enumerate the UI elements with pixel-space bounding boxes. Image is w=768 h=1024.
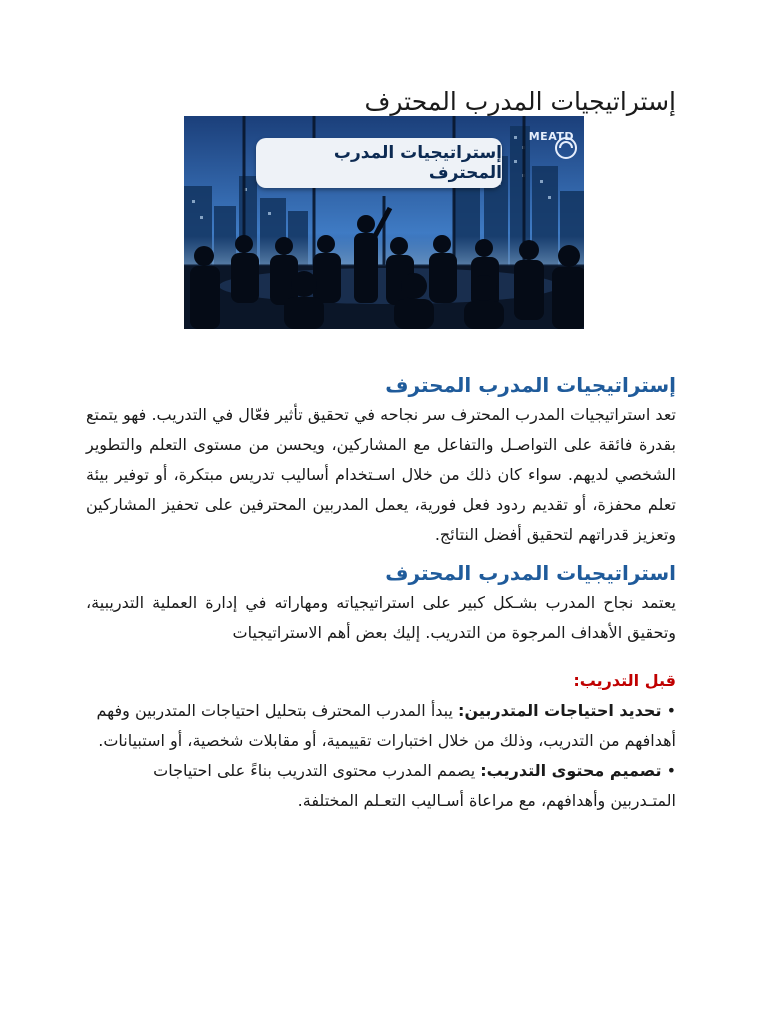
intro-paragraph: تعد استراتيجيات المدرب المحترف سر نجاحه في تحقيق تأثير فعّال في التدريب. فهو يتمتع بقدرة فائقة على التواصـل والتفاعل مع المشاركين، ويحسن من مستوى التعلم والتطوير الشخصي لديهم. سواء كان ذلك من خلال اسـتخدام أساليب تدريس مبتكرة، أو توفير بيئة تعلم محفزة، أو تقديم ردود فعل فورية، يعمل المدربين المحترفين على تحفيز المشاركين وتعزيز قدراتهم لتحقيق أفضل النتائج. bbox=[86, 405, 676, 544]
before-training-heading: قبل التدريب: bbox=[573, 671, 676, 690]
hero-image bbox=[184, 116, 584, 329]
list-item-term: تحديد احتياجات المتدربين: bbox=[458, 701, 662, 720]
section-heading-secondary: استراتيجيات المدرب المحترف bbox=[385, 561, 676, 585]
bullet-icon: • bbox=[666, 761, 676, 780]
document-title: إستراتيجيات المدرب المحترف bbox=[364, 87, 676, 116]
strategies-paragraph: يعتمد نجاح المدرب بشـكل كبير على استراتيجياته ومهاراته في إدارة العملية التدريبية، وتحقيق الأهداف المرجوة من التدريب. إليك بعض أهم الاستراتيجيات bbox=[86, 593, 676, 642]
hero-title-badge: إستراتيجيات المدرب المحترف bbox=[256, 138, 502, 188]
list-item bbox=[86, 696, 676, 756]
list-item-text: يصمم المدرب محتوى التدريب بناءً على احتياجات المتـدربين وأهدافهم، مع مراعاة أسـاليب التعـلم المختلفة. bbox=[153, 761, 676, 810]
bullet-icon: • bbox=[666, 701, 676, 720]
meatd-logo-text: MEATD bbox=[528, 130, 574, 143]
section-heading: إستراتيجيات المدرب المحترف bbox=[385, 373, 676, 397]
list-item bbox=[86, 756, 676, 816]
list-item-text: يبدأ المدرب المحترف بتحليل احتياجات المتدربين وفهم أهدافهم من التدريب، وذلك من خلال اختبارات تقييمية، أو مقابلات شخصية، أو استبيانات. bbox=[96, 701, 676, 750]
article-body bbox=[86, 370, 676, 816]
list-item-term: تصميم محتوى التدريب: bbox=[480, 761, 662, 780]
